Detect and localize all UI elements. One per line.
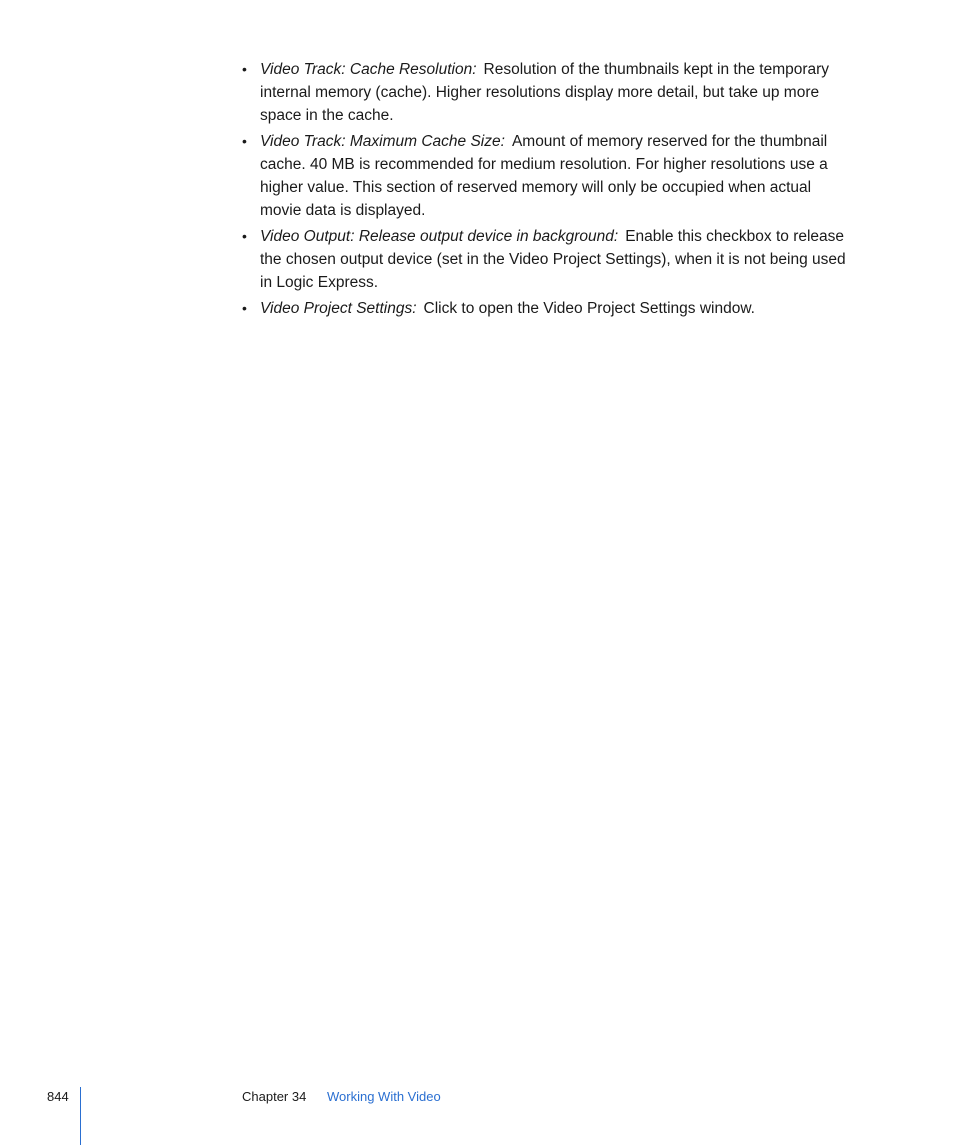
list-item: [242, 58, 854, 127]
bullet-description: Click to open the Video Project Settings window.: [423, 300, 755, 317]
footer-divider: [80, 1087, 81, 1145]
bullet-marker: •: [242, 61, 247, 77]
bullet-term: Video Output: Release output device in background:: [260, 228, 619, 245]
list-item: [242, 225, 854, 294]
bullet-description: Enable this checkbox to release the chosen output device (set in the Video Project Settings), when it is not being used in Logic Express.: [260, 228, 846, 291]
bullet-term: Video Track: Maximum Cache Size:: [260, 133, 505, 150]
bullet-marker: •: [242, 300, 247, 316]
bullet-description: Amount of memory reserved for the thumbnail cache. 40 MB is recommended for medium resolution. For higher resolutions use a higher value. This section of reserved memory will only be occupied when actual movie data is displayed.: [260, 133, 828, 219]
bullet-marker: •: [242, 228, 247, 244]
list-item: [242, 297, 854, 320]
chapter-title: Working With Video: [327, 1089, 441, 1104]
bullet-term: Video Track: Cache Resolution:: [260, 61, 477, 78]
bullet-term: Video Project Settings:: [260, 300, 417, 317]
chapter-label: Chapter 34: [242, 1089, 307, 1104]
page-number: 844: [47, 1089, 69, 1104]
list-item: [242, 130, 854, 222]
bullet-marker: •: [242, 133, 247, 149]
bullet-description: Resolution of the thumbnails kept in the temporary internal memory (cache). Higher resolutions display more detail, but take up more space in the cache.: [260, 61, 830, 124]
preferences-bullet-list: [242, 58, 854, 323]
